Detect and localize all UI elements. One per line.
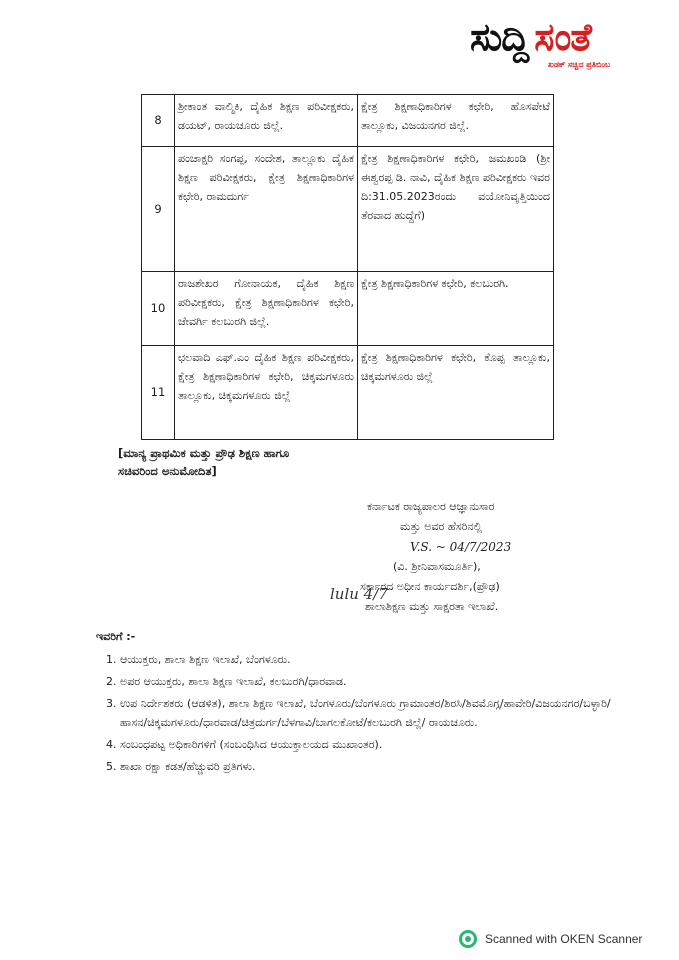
signature-block [355, 497, 585, 617]
copy-to-section [96, 630, 616, 779]
signatory-designation: ಸರ್ಕಾರದ ಅಧೀನ ಕಾರ್ಯದರ್ಶಿ,(ಪ್ರೌಢ) [360, 580, 500, 593]
table-row [142, 346, 554, 440]
logo-word-1: ಸುದ್ದಿ [470, 15, 529, 59]
approval-line-2: ಸಚಿವರಿಂದ ಅನುಮೋದಿತ] [118, 464, 217, 478]
transfer-table [141, 94, 554, 440]
approval-line-1: [ಮಾನ್ಯ ಪ್ರಾಥಮಿಕ ಮತ್ತು ಪ್ರೌಢ ಶಿಕ್ಷಣ ಹಾಗೂ [118, 446, 290, 460]
to-office-cell: ಕ್ಷೇತ್ರ ಶಿಕ್ಷಣಾಧಿಕಾರಿಗಳ ಕಛೇರಿ, ಕಲಬುರಗಿ. [358, 272, 554, 346]
row-number: 10 [142, 272, 175, 346]
to-office-cell: ಕ್ಷೇತ್ರ ಶಿಕ್ಷಣಾಧಿಕಾರಿಗಳ ಕಛೇರಿ, ಕೊಪ್ಪ ತಾಲ್ಲೂಕು, ಚಿಕ್ಕಮಗಳೂರು ಜಿಲ್ಲೆ [358, 346, 554, 440]
approval-note [118, 444, 289, 480]
table-row [142, 95, 554, 147]
signatory-name: (ವಿ. ಶ್ರೀನಿವಾಸಮೂರ್ತಿ), [393, 560, 481, 573]
to-office-cell: ಕ್ಷೇತ್ರ ಶಿಕ್ಷಣಾಧಿಕಾರಿಗಳ ಕಛೇರಿ, ಹೊಸಪೇಟೆ ತಾಲ್ಲೂಕು, ವಿಜಯನಗರ ಜಿಲ್ಲೆ. [358, 95, 554, 147]
from-office-cell: ರಾಜಶೇಖರ ಗೋನಾಯಕ, ದೈಹಿಕ ಶಿಕ್ಷಣ ಪರಿವೀಕ್ಷಕರು, ಕ್ಷೇತ್ರ ಶಿಕ್ಷಣಾಧಿಕಾರಿಗಳ ಕಛೇರಿ, ಜೇವರ್ಗಿ ಕಲಬುರಗಿ ಜಿಲ್ಲೆ. [175, 272, 358, 346]
copy-to-list [96, 650, 616, 776]
signatory-department: ಶಾಲಾಶಿಕ್ಷಣ ಮತ್ತು ಸಾಕ್ಷರತಾ ಇಲಾಖೆ. [365, 600, 499, 613]
list-item: 3. ಉಪ ನಿರ್ದೇಶಕರು (ಆಡಳಿತ), ಶಾಲಾ ಶಿಕ್ಷಣ ಇಲಾಖೆ, ಬೆಂಗಳೂರು/ಬೆಂಗಳೂರು ಗ್ರಾಮಾಂತರ/ಶಿರಸಿ/ಶಿವಮೊಗ್ಗ/ಹಾವೇರಿ/ವಿಜಯನಗರ/ಬಳ್ಳಾರಿ/ಹಾಸನ/ಚಿಕ್ಕಮಗಳೂರು/ಧಾರವಾಡ/ಚಿತ್ರದುರ್ಗ/ಬೆಳಗಾವಿ/ಬಾಗಲಕೋಟೆ/ಕಲಬುರಗಿ ಜಿಲ್ಲೆ/ ರಾಯಚೂರು. [120, 694, 616, 732]
list-item: 5. ಶಾಖಾ ರಕ್ಷಾ ಕಡತ/ಹೆಚ್ಚುವರಿ ಪ್ರತಿಗಳು. [120, 757, 616, 776]
signature-line-2: ಮತ್ತು ಅವರ ಹೆಸರಿನಲ್ಲಿ [400, 520, 482, 533]
list-item: 1. ಆಯುಕ್ತರು, ಶಾಲಾ ಶಿಕ್ಷಣ ಇಲಾಖೆ, ಬೆಂಗಳೂರು. [120, 650, 616, 669]
handwritten-initials: lulu 4/7 [330, 585, 388, 603]
list-item: 4. ಸಂಬಂಧಪಟ್ಟ ಅಧಿಕಾರಿಗಳಿಗೆ (ಸಂಬಂಧಿಸಿದ ಆಯುಕ್ತಾಲಯದ ಮುಖಾಂತರ). [120, 735, 616, 754]
from-office-cell: ಛಲವಾದಿ ಎಫ್.ಎಂ ದೈಹಿಕ ಶಿಕ್ಷಣ ಪರಿವೀಕ್ಷಕರು, ಕ್ಷೇತ್ರ ಶಿಕ್ಷಣಾಧಿಕಾರಿಗಳ ಕಛೇರಿ, ಚಿಕ್ಕಮಗಳೂರು ತಾಲ್ಲೂಕು, ಚಿಕ್ಕಮಗಳೂರು ಜಿಲ್ಲೆ [175, 346, 358, 440]
list-item: 2. ಅಪರ ಆಯುಕ್ತರು, ಶಾಲಾ ಶಿಕ್ಷಣ ಇಲಾಖೆ, ಕಲಬುರಗಿ/ಧಾರವಾಡ. [120, 672, 616, 691]
signature-line-1: ಕರ್ನಾಟಕ ರಾಜ್ಯಪಾಲರ ಆಜ್ಞಾನುಸಾರ [367, 500, 495, 513]
row-number: 8 [142, 95, 175, 147]
to-office-cell: ಕ್ಷೇತ್ರ ಶಿಕ್ಷಣಾಧಿಕಾರಿಗಳ ಕಛೇರಿ, ಜಮಖಂಡಿ (ಶ್ರೀ ಈಶ್ವರಪ್ಪ ಡಿ. ನಾವಿ, ದೈಹಿಕ ಶಿಕ್ಷಣ ಪರಿವೀಕ್ಷಕರು ಇವರ ದಿ:31.05.2023ರಂದು ವಯೋನಿವೃತ್ತಿಯಿಂದ ತೆರವಾದ ಹುದ್ದೆಗೆ) [358, 147, 554, 272]
copy-to-heading: ಇವರಿಗೆ :- [96, 630, 136, 643]
from-office-cell: ಶ್ರೀಕಾಂತ ವಾಲ್ಮಿಕಿ, ದೈಹಿಕ ಶಿಕ್ಷಣ ಪರಿವೀಕ್ಷಕರು, ಡಯಟ್, ರಾಯಚೂರು ಜಿಲ್ಲೆ. [175, 95, 358, 147]
table-row [142, 272, 554, 346]
row-number: 9 [142, 147, 175, 272]
sudhi-sante-logo [470, 14, 670, 72]
handwritten-signature: V.S. ~ 04/7/2023 [410, 540, 512, 554]
table-row [142, 147, 554, 272]
scanner-watermark [459, 930, 642, 948]
row-number: 11 [142, 346, 175, 440]
logo-tagline: ಖಡಕ್ ಸಚ್ಚಿದ ಪ್ರತಿಬಿಂಬ [548, 60, 611, 69]
logo-word-2: ಸಂತೆ [534, 15, 591, 59]
scanner-label: Scanned with OKEN Scanner [485, 932, 643, 946]
oken-scanner-icon [459, 930, 477, 948]
from-office-cell: ಪಂಚಾಕ್ಷರಿ ಸಂಗಪ್ಪ, ಸಂದೇಶ, ತಾಲ್ಲೂಕು ದೈಹಿಕ ಶಿಕ್ಷಣ ಪರಿವೀಕ್ಷಕರು, ಕ್ಷೇತ್ರ ಶಿಕ್ಷಣಾಧಿಕಾರಿಗಳ ಕಛೇರಿ, ರಾಮದುರ್ಗ [175, 147, 358, 272]
